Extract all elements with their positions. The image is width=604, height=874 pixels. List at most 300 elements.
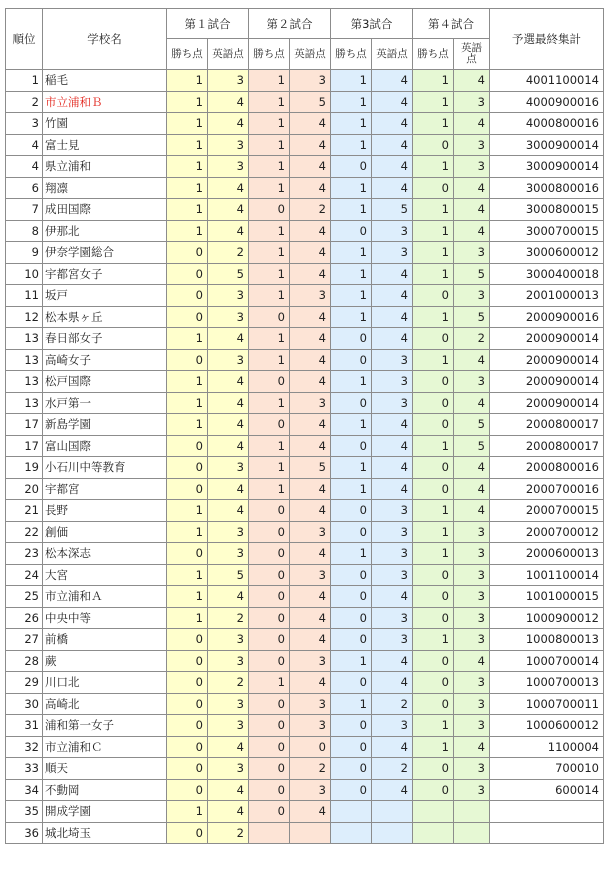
win-points-cell: 1 xyxy=(331,371,372,393)
english-points-cell: 4 xyxy=(208,328,249,350)
win-points-cell: 0 xyxy=(413,457,454,479)
english-points-cell: 5 xyxy=(208,263,249,285)
english-points-cell: 2 xyxy=(290,199,331,221)
rank-cell: 4 xyxy=(6,156,43,178)
english-points-cell: 4 xyxy=(290,242,331,264)
english-points-cell: 4 xyxy=(208,500,249,522)
total-cell xyxy=(490,801,604,823)
english-points-cell: 4 xyxy=(208,586,249,608)
win-points-cell: 1 xyxy=(413,220,454,242)
win-points-cell: 1 xyxy=(331,414,372,436)
win-points-cell: 0 xyxy=(331,586,372,608)
win-points-cell: 0 xyxy=(331,349,372,371)
table-row xyxy=(6,564,604,586)
english-points-cell: 5 xyxy=(454,435,490,457)
table-row xyxy=(6,822,604,844)
win-points-cell: 1 xyxy=(167,70,208,92)
english-points-cell: 3 xyxy=(208,758,249,780)
school-name-cell: 高崎女子 xyxy=(43,349,167,371)
total-cell: 2000900014 xyxy=(490,349,604,371)
school-name-cell: 市立浦和Ｂ xyxy=(43,91,167,113)
win-points-cell: 1 xyxy=(413,113,454,135)
table-row xyxy=(6,672,604,694)
win-points-cell: 1 xyxy=(413,156,454,178)
english-points-cell: 4 xyxy=(372,414,413,436)
english-points-cell: 3 xyxy=(290,693,331,715)
english-points-cell: 3 xyxy=(208,521,249,543)
win-points-cell: 0 xyxy=(249,521,290,543)
english-points-cell: 4 xyxy=(372,306,413,328)
english-points-cell: 4 xyxy=(208,177,249,199)
english-points-cell: 2 xyxy=(208,672,249,694)
english-points-cell: 3 xyxy=(290,285,331,307)
win-points-cell: 1 xyxy=(331,543,372,565)
win-points-cell: 0 xyxy=(331,779,372,801)
table-row xyxy=(6,801,604,823)
total-cell: 2000600013 xyxy=(490,543,604,565)
english-points-cell: 3 xyxy=(454,715,490,737)
total-cell: 1000900012 xyxy=(490,607,604,629)
rank-cell: 21 xyxy=(6,500,43,522)
win-points-cell: 1 xyxy=(167,371,208,393)
english-points-cell: 2 xyxy=(372,758,413,780)
school-name-cell: 開成学園 xyxy=(43,801,167,823)
win-points-cell: 0 xyxy=(413,328,454,350)
rank-cell: 17 xyxy=(6,435,43,457)
english-points-cell: 4 xyxy=(372,328,413,350)
table-row xyxy=(6,607,604,629)
win-points-cell: 1 xyxy=(249,220,290,242)
english-points-cell: 2 xyxy=(290,758,331,780)
win-points-cell: 1 xyxy=(413,70,454,92)
win-points-cell: 1 xyxy=(331,177,372,199)
win-points-cell: 0 xyxy=(167,822,208,844)
english-points-cell: 4 xyxy=(454,500,490,522)
english-points-cell: 4 xyxy=(454,70,490,92)
table-row xyxy=(6,134,604,156)
total-cell: 2000800016 xyxy=(490,457,604,479)
school-name-cell: 順天 xyxy=(43,758,167,780)
table-row xyxy=(6,156,604,178)
win-points-cell: 1 xyxy=(249,134,290,156)
school-name-cell: 宇都宮女子 xyxy=(43,263,167,285)
header-win-points-4: 勝ち点 xyxy=(413,39,454,70)
english-points-cell: 4 xyxy=(290,220,331,242)
win-points-cell: 0 xyxy=(331,758,372,780)
english-points-cell: 3 xyxy=(372,564,413,586)
table-row xyxy=(6,328,604,350)
english-points-cell: 3 xyxy=(208,629,249,651)
table-row xyxy=(6,91,604,113)
english-points-cell: 3 xyxy=(454,91,490,113)
rank-cell: 7 xyxy=(6,199,43,221)
win-points-cell: 0 xyxy=(167,758,208,780)
english-points-cell: 3 xyxy=(454,586,490,608)
win-points-cell: 0 xyxy=(167,736,208,758)
win-points-cell: 0 xyxy=(413,392,454,414)
total-cell: 3000800016 xyxy=(490,177,604,199)
win-points-cell: 1 xyxy=(167,113,208,135)
english-points-cell: 3 xyxy=(208,715,249,737)
win-points-cell: 1 xyxy=(249,392,290,414)
win-points-cell: 0 xyxy=(413,779,454,801)
english-points-cell: 3 xyxy=(372,543,413,565)
english-points-cell: 3 xyxy=(372,629,413,651)
school-name-cell: 中央中等 xyxy=(43,607,167,629)
win-points-cell: 1 xyxy=(249,349,290,371)
win-points-cell: 1 xyxy=(167,607,208,629)
english-points-cell: 3 xyxy=(454,242,490,264)
english-points-cell: 0 xyxy=(290,736,331,758)
table-row xyxy=(6,177,604,199)
header-school: 学校名 xyxy=(43,9,167,70)
rank-cell: 24 xyxy=(6,564,43,586)
total-cell: 2000900016 xyxy=(490,306,604,328)
rank-cell: 10 xyxy=(6,263,43,285)
school-name-cell: 新島学園 xyxy=(43,414,167,436)
english-points-cell xyxy=(454,801,490,823)
table-row xyxy=(6,414,604,436)
table-row xyxy=(6,435,604,457)
table-row xyxy=(6,392,604,414)
english-points-cell: 2 xyxy=(372,693,413,715)
win-points-cell: 0 xyxy=(249,199,290,221)
rank-cell: 22 xyxy=(6,521,43,543)
rank-cell: 4 xyxy=(6,134,43,156)
total-cell: 2000700016 xyxy=(490,478,604,500)
total-cell: 2000900014 xyxy=(490,392,604,414)
english-points-cell: 4 xyxy=(290,672,331,694)
win-points-cell: 0 xyxy=(413,564,454,586)
school-name-cell: 大宮 xyxy=(43,564,167,586)
english-points-cell: 3 xyxy=(454,521,490,543)
table-row xyxy=(6,629,604,651)
win-points-cell: 0 xyxy=(167,715,208,737)
english-points-cell: 3 xyxy=(208,349,249,371)
english-points-cell: 3 xyxy=(208,134,249,156)
english-points-cell: 4 xyxy=(372,478,413,500)
win-points-cell: 0 xyxy=(249,693,290,715)
win-points-cell: 0 xyxy=(331,736,372,758)
english-points-cell: 3 xyxy=(454,156,490,178)
win-points-cell: 1 xyxy=(167,801,208,823)
win-points-cell: 1 xyxy=(413,521,454,543)
total-cell: 2000700012 xyxy=(490,521,604,543)
table-row xyxy=(6,371,604,393)
school-name-cell: 市立浦和Ｃ xyxy=(43,736,167,758)
win-points-cell: 0 xyxy=(249,607,290,629)
school-name-cell: 小石川中等教育 xyxy=(43,457,167,479)
school-name-cell: 高崎北 xyxy=(43,693,167,715)
english-points-cell: 4 xyxy=(290,435,331,457)
win-points-cell: 0 xyxy=(331,715,372,737)
english-points-cell xyxy=(372,801,413,823)
total-cell: 2000900014 xyxy=(490,328,604,350)
win-points-cell: 1 xyxy=(249,177,290,199)
header-win-points-3: 勝ち点 xyxy=(331,39,372,70)
win-points-cell: 0 xyxy=(249,715,290,737)
win-points-cell: 1 xyxy=(331,263,372,285)
win-points-cell: 1 xyxy=(167,392,208,414)
school-name-cell: 坂戸 xyxy=(43,285,167,307)
rank-cell: 32 xyxy=(6,736,43,758)
table-row xyxy=(6,736,604,758)
english-points-cell: 4 xyxy=(372,134,413,156)
english-points-cell: 4 xyxy=(208,113,249,135)
rank-cell: 35 xyxy=(6,801,43,823)
win-points-cell: 0 xyxy=(331,328,372,350)
win-points-cell: 0 xyxy=(167,478,208,500)
win-points-cell: 1 xyxy=(331,306,372,328)
table-row xyxy=(6,650,604,672)
table-row xyxy=(6,349,604,371)
table-row xyxy=(6,521,604,543)
english-points-cell: 3 xyxy=(372,607,413,629)
total-cell: 1000600012 xyxy=(490,715,604,737)
win-points-cell: 0 xyxy=(413,672,454,694)
win-points-cell: 1 xyxy=(249,435,290,457)
english-points-cell: 3 xyxy=(208,306,249,328)
total-cell: 2000900014 xyxy=(490,371,604,393)
english-points-cell: 4 xyxy=(208,220,249,242)
table-row xyxy=(6,500,604,522)
win-points-cell: 0 xyxy=(167,285,208,307)
win-points-cell xyxy=(413,822,454,844)
english-points-cell: 4 xyxy=(208,91,249,113)
win-points-cell: 0 xyxy=(167,629,208,651)
rank-cell: 28 xyxy=(6,650,43,672)
english-points-cell: 3 xyxy=(372,349,413,371)
table-row xyxy=(6,263,604,285)
english-points-cell: 4 xyxy=(290,607,331,629)
win-points-cell xyxy=(331,801,372,823)
header-game-3: 第3試合 xyxy=(331,9,413,39)
school-name-cell: 市立浦和Ａ xyxy=(43,586,167,608)
win-points-cell: 1 xyxy=(249,156,290,178)
english-points-cell: 3 xyxy=(290,521,331,543)
english-points-cell: 2 xyxy=(208,607,249,629)
win-points-cell: 0 xyxy=(167,693,208,715)
win-points-cell: 1 xyxy=(249,263,290,285)
rank-cell: 31 xyxy=(6,715,43,737)
english-points-cell: 4 xyxy=(290,177,331,199)
win-points-cell: 1 xyxy=(413,306,454,328)
win-points-cell: 1 xyxy=(331,285,372,307)
total-cell: 2000700015 xyxy=(490,500,604,522)
school-name-cell: 稲毛 xyxy=(43,70,167,92)
table-row xyxy=(6,478,604,500)
rank-cell: 9 xyxy=(6,242,43,264)
school-name-cell: 成田国際 xyxy=(43,199,167,221)
english-points-cell: 3 xyxy=(454,779,490,801)
win-points-cell: 0 xyxy=(167,779,208,801)
total-cell: 3000800015 xyxy=(490,199,604,221)
win-points-cell: 1 xyxy=(331,91,372,113)
win-points-cell: 1 xyxy=(331,134,372,156)
english-points-cell: 4 xyxy=(208,392,249,414)
english-points-cell: 4 xyxy=(290,306,331,328)
school-name-cell: 長野 xyxy=(43,500,167,522)
win-points-cell: 1 xyxy=(413,199,454,221)
win-points-cell: 0 xyxy=(167,242,208,264)
school-name-cell: 松本県ヶ丘 xyxy=(43,306,167,328)
win-points-cell: 1 xyxy=(249,328,290,350)
english-points-cell: 3 xyxy=(290,392,331,414)
win-points-cell: 0 xyxy=(331,220,372,242)
school-name-cell: 蕨 xyxy=(43,650,167,672)
win-points-cell: 1 xyxy=(413,629,454,651)
rank-cell: 13 xyxy=(6,371,43,393)
table-row xyxy=(6,779,604,801)
english-points-cell: 4 xyxy=(290,156,331,178)
rank-cell: 33 xyxy=(6,758,43,780)
win-points-cell: 0 xyxy=(167,349,208,371)
total-cell: 1001000015 xyxy=(490,586,604,608)
win-points-cell: 1 xyxy=(249,457,290,479)
school-name-cell: 富山国際 xyxy=(43,435,167,457)
rank-cell: 25 xyxy=(6,586,43,608)
english-points-cell: 4 xyxy=(290,478,331,500)
table-row xyxy=(6,199,604,221)
english-points-cell: 4 xyxy=(290,371,331,393)
win-points-cell: 0 xyxy=(413,371,454,393)
win-points-cell: 1 xyxy=(331,199,372,221)
english-points-cell: 5 xyxy=(454,414,490,436)
total-cell: 3000400018 xyxy=(490,263,604,285)
english-points-cell: 3 xyxy=(208,156,249,178)
english-points-cell: 4 xyxy=(290,543,331,565)
english-points-cell: 3 xyxy=(208,457,249,479)
header-english-points-3: 英語点 xyxy=(372,39,413,70)
english-points-cell: 3 xyxy=(454,371,490,393)
win-points-cell: 0 xyxy=(249,758,290,780)
win-points-cell: 0 xyxy=(413,134,454,156)
english-points-cell: 4 xyxy=(208,801,249,823)
rank-cell: 2 xyxy=(6,91,43,113)
english-points-cell xyxy=(372,822,413,844)
win-points-cell: 1 xyxy=(413,242,454,264)
english-points-cell: 3 xyxy=(454,564,490,586)
win-points-cell: 1 xyxy=(167,564,208,586)
english-points-cell: 5 xyxy=(290,91,331,113)
english-points-cell: 4 xyxy=(290,586,331,608)
school-name-cell: 県立浦和 xyxy=(43,156,167,178)
total-cell: 1000800013 xyxy=(490,629,604,651)
win-points-cell: 0 xyxy=(331,500,372,522)
win-points-cell: 0 xyxy=(413,177,454,199)
win-points-cell: 0 xyxy=(167,543,208,565)
school-name-cell: 川口北 xyxy=(43,672,167,694)
english-points-cell: 4 xyxy=(372,285,413,307)
total-cell: 3000900014 xyxy=(490,156,604,178)
win-points-cell: 0 xyxy=(331,607,372,629)
win-points-cell xyxy=(331,822,372,844)
win-points-cell: 0 xyxy=(331,156,372,178)
english-points-cell: 2 xyxy=(208,242,249,264)
win-points-cell: 1 xyxy=(249,285,290,307)
english-points-cell: 5 xyxy=(290,457,331,479)
win-points-cell: 0 xyxy=(167,650,208,672)
win-points-cell: 1 xyxy=(167,134,208,156)
english-points-cell: 4 xyxy=(454,199,490,221)
rank-cell: 13 xyxy=(6,392,43,414)
school-name-cell: 宇都宮 xyxy=(43,478,167,500)
english-points-cell: 3 xyxy=(454,758,490,780)
win-points-cell: 1 xyxy=(413,543,454,565)
win-points-cell: 1 xyxy=(413,263,454,285)
total-cell: 1000700011 xyxy=(490,693,604,715)
english-points-cell: 3 xyxy=(290,564,331,586)
win-points-cell: 0 xyxy=(413,693,454,715)
school-name-cell: 竹園 xyxy=(43,113,167,135)
rank-cell: 29 xyxy=(6,672,43,694)
english-points-cell: 4 xyxy=(454,457,490,479)
header-english-points-2: 英語点 xyxy=(290,39,331,70)
win-points-cell: 1 xyxy=(331,693,372,715)
win-points-cell: 1 xyxy=(167,500,208,522)
table-row xyxy=(6,543,604,565)
win-points-cell: 1 xyxy=(331,457,372,479)
rank-cell: 8 xyxy=(6,220,43,242)
total-cell: 3000600012 xyxy=(490,242,604,264)
school-name-cell: 松戸国際 xyxy=(43,371,167,393)
english-points-cell: 3 xyxy=(454,543,490,565)
rank-cell: 36 xyxy=(6,822,43,844)
win-points-cell: 0 xyxy=(331,629,372,651)
english-points-cell: 3 xyxy=(372,715,413,737)
win-points-cell: 0 xyxy=(249,650,290,672)
english-points-cell: 4 xyxy=(372,650,413,672)
win-points-cell: 1 xyxy=(249,70,290,92)
win-points-cell: 1 xyxy=(249,113,290,135)
english-points-cell: 4 xyxy=(290,134,331,156)
english-points-cell: 3 xyxy=(454,285,490,307)
school-name-cell: 不動岡 xyxy=(43,779,167,801)
english-points-cell: 2 xyxy=(454,328,490,350)
win-points-cell: 0 xyxy=(249,629,290,651)
english-points-cell: 4 xyxy=(290,349,331,371)
school-name-cell: 伊那北 xyxy=(43,220,167,242)
school-name-cell: 翔凛 xyxy=(43,177,167,199)
total-cell: 4001100014 xyxy=(490,70,604,92)
rank-cell: 3 xyxy=(6,113,43,135)
english-points-cell: 4 xyxy=(372,113,413,135)
rank-cell: 34 xyxy=(6,779,43,801)
win-points-cell: 1 xyxy=(331,478,372,500)
win-points-cell: 1 xyxy=(249,672,290,694)
english-points-cell xyxy=(454,822,490,844)
rank-cell: 17 xyxy=(6,414,43,436)
english-points-cell: 3 xyxy=(372,371,413,393)
win-points-cell: 0 xyxy=(167,457,208,479)
school-name-cell: 春日部女子 xyxy=(43,328,167,350)
win-points-cell: 1 xyxy=(413,349,454,371)
english-points-cell: 4 xyxy=(454,392,490,414)
english-points-cell: 4 xyxy=(208,435,249,457)
english-points-cell: 4 xyxy=(290,801,331,823)
english-points-cell: 3 xyxy=(372,521,413,543)
table-row xyxy=(6,220,604,242)
ranking-table xyxy=(5,8,604,844)
total-cell: 2000800017 xyxy=(490,414,604,436)
english-points-cell: 4 xyxy=(208,478,249,500)
english-points-cell: 4 xyxy=(372,736,413,758)
english-points-cell xyxy=(290,822,331,844)
english-points-cell: 3 xyxy=(454,672,490,694)
win-points-cell: 0 xyxy=(249,586,290,608)
english-points-cell: 4 xyxy=(372,457,413,479)
win-points-cell: 1 xyxy=(167,220,208,242)
